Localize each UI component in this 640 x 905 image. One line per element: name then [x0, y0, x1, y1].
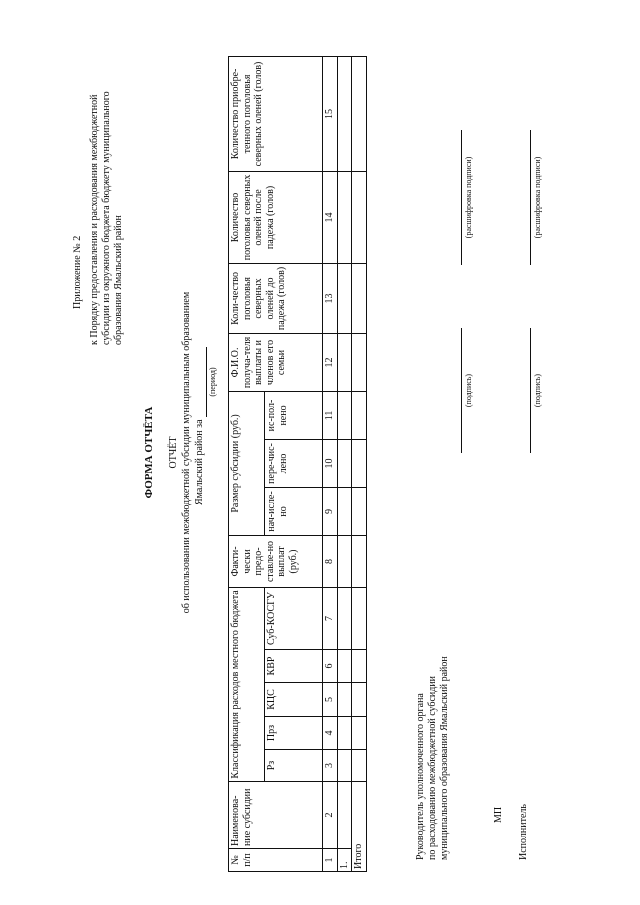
header-accrued: нач-исле-но	[265, 487, 323, 535]
executor-signature-line	[530, 328, 531, 453]
appendix-label: Приложение № 2	[72, 235, 83, 309]
executor-label: Исполнитель	[518, 804, 529, 860]
table-cell	[352, 683, 367, 717]
head-signature-caption: (подпись)	[464, 373, 473, 408]
column-number: 5	[323, 683, 338, 717]
column-number: 12	[323, 333, 338, 391]
table-cell	[352, 333, 367, 391]
total-label: Итого	[352, 782, 367, 872]
header-kcs: КЦС	[265, 683, 323, 717]
column-number-row	[323, 56, 338, 871]
head-signatory-line-2: по расходованию межбюджетной субсидии	[427, 675, 438, 860]
table-cell	[352, 56, 367, 171]
table-cell	[337, 587, 352, 649]
row-number: 1.	[337, 849, 352, 872]
head-signatory-line-1: Руководитель уполномоченного органа	[415, 693, 426, 860]
report-title: ОТЧЁТ	[168, 436, 179, 469]
stamp-label: МП	[493, 806, 504, 823]
table-cell	[352, 171, 367, 263]
head-decode-caption: (расшифровка подписи)	[464, 156, 473, 239]
header-num: № п/п	[229, 849, 323, 872]
table-cell	[337, 56, 352, 171]
header-subkosgu: Суб-КОСГУ	[265, 587, 323, 649]
column-number: 1	[323, 849, 338, 872]
table-cell	[337, 439, 352, 487]
column-number: 14	[323, 171, 338, 263]
header-fio: Ф.И.О. получа-теля выплаты и членов его семьи	[229, 333, 323, 391]
column-number: 8	[323, 535, 338, 587]
column-number: 7	[323, 587, 338, 649]
head-decode-line	[461, 130, 462, 265]
header-count-before: Коли-чество поголовья северных оленей до падежа (голов)	[229, 263, 323, 333]
table-cell	[352, 439, 367, 487]
header-count-after: Количество поголовья северных оленей после падежа (голов)	[229, 171, 323, 263]
order-line-1: к Порядку предоставления и расходования межбюджетной	[89, 94, 100, 345]
table-cell	[352, 650, 367, 683]
head-signature-line	[461, 328, 462, 453]
table-row	[337, 56, 352, 871]
table-cell	[337, 535, 352, 587]
executor-signature-caption: (подпись)	[533, 373, 542, 408]
column-number: 15	[323, 56, 338, 171]
table-cell	[352, 535, 367, 587]
table-cell	[337, 171, 352, 263]
column-number: 13	[323, 263, 338, 333]
column-number: 11	[323, 391, 338, 439]
header-name: Наименова-ние субсидии	[229, 782, 323, 849]
table-cell	[337, 333, 352, 391]
head-signatory-line-3: муниципального образования Ямальский район	[439, 656, 450, 860]
header-rz: Рз	[265, 750, 323, 782]
table-cell	[352, 587, 367, 649]
header-transferred: пере-чис-лено	[265, 439, 323, 487]
header-subsidy-size: Размер субсидии (руб.)	[229, 391, 265, 535]
total-row	[352, 56, 367, 871]
table-cell	[352, 717, 367, 750]
table-header-row-1	[229, 56, 265, 871]
period-caption: (период)	[208, 367, 217, 397]
executor-decode-line	[530, 130, 531, 265]
column-number: 3	[323, 750, 338, 782]
table-cell	[337, 487, 352, 535]
table-cell	[337, 782, 352, 849]
column-number: 9	[323, 487, 338, 535]
table-cell	[337, 750, 352, 782]
header-count-acquired: Количество приобре-тенного поголовья северных оленей (голов)	[229, 56, 323, 171]
header-prz: Прз	[265, 717, 323, 750]
table-cell	[352, 487, 367, 535]
period-underline	[206, 347, 207, 417]
column-number: 10	[323, 439, 338, 487]
header-executed: ис-пол-нено	[265, 391, 323, 439]
header-kvr: КВР	[265, 650, 323, 683]
report-period-line: Ямальский район за	[194, 419, 205, 505]
column-number: 4	[323, 717, 338, 750]
table-cell	[337, 683, 352, 717]
executor-decode-caption: (расшифровка подписи)	[533, 156, 542, 239]
order-line-3: образования Ямальский район	[113, 215, 124, 345]
table-cell	[352, 391, 367, 439]
column-number: 2	[323, 782, 338, 849]
table-cell	[352, 750, 367, 782]
form-title: ФОРМА ОТЧЁТА	[143, 406, 155, 499]
table-cell	[337, 717, 352, 750]
report-table	[228, 56, 367, 872]
header-fact: Факти-чески предо-ставле-но выплат (руб.)	[229, 535, 323, 587]
order-line-2: субсидии из окружного бюджета бюджету муниципального	[101, 91, 112, 345]
column-number: 6	[323, 650, 338, 683]
header-classification: Классификация расходов местного бюджета	[229, 587, 265, 781]
table-cell	[337, 391, 352, 439]
report-subtitle: об использовании межбюджетной субсидии муниципальным образованием	[181, 291, 192, 614]
table-cell	[337, 650, 352, 683]
table-cell	[337, 263, 352, 333]
table-cell	[352, 263, 367, 333]
